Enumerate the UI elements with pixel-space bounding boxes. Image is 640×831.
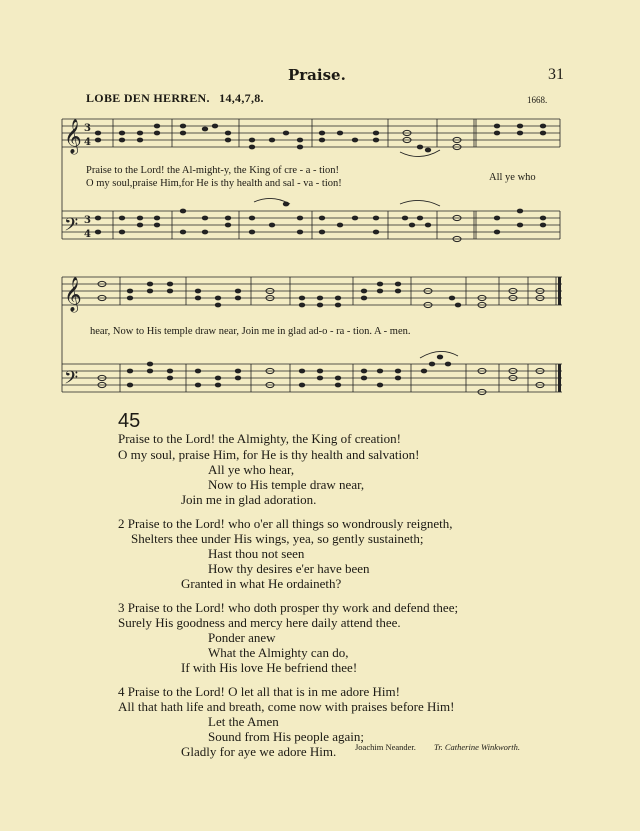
- verse-line: 3 Praise to the Lord! who doth prosper thy work and defend thee;: [118, 600, 459, 615]
- verse-line: Sound from His people again;: [208, 729, 364, 744]
- verse-line: All that hath life and breath, come now with praises before Him!: [118, 699, 455, 714]
- section-title: Praise.: [288, 66, 346, 84]
- verse-line: All ye who hear,: [208, 462, 295, 477]
- verse-line: Praise to the Lord! the Almighty, the King of creation!: [118, 431, 401, 446]
- author-credit: Joachim Neander.: [355, 742, 416, 752]
- system1-bass-staff: [62, 211, 560, 239]
- lyric-line-2: O my soul,praise Him,for He is thy health and sal - va - tion!: [86, 178, 342, 189]
- system1-treble-staff: [62, 119, 560, 147]
- bass-clef-icon: 𝄢: [64, 215, 79, 240]
- tune-meter: 14,4,7,8.: [219, 91, 264, 105]
- lyric-tail: All ye who: [489, 172, 536, 183]
- tune-year: 1668.: [527, 95, 548, 105]
- lyric-line-3: hear, Now to His temple draw near, Join me in glad ad-o - ra - tion. A - men.: [90, 326, 411, 337]
- svg-text:𝄢: 𝄢: [64, 368, 79, 393]
- hymn-number: 45: [118, 410, 141, 432]
- verse-line: Let the Amen: [208, 714, 279, 729]
- translator-credit: Tr. Catherine Winkworth.: [434, 742, 520, 752]
- verse-line: What the Almighty can do,: [208, 645, 349, 660]
- page-number: 31: [548, 66, 564, 83]
- verse-line: If with His love He befriend thee!: [181, 660, 358, 675]
- verse-line: Join me in glad adoration.: [181, 492, 317, 507]
- verse-line: Now to His temple draw near,: [208, 477, 365, 492]
- svg-text:4: 4: [84, 229, 91, 240]
- verse-line: 4 Praise to the Lord! O let all that is in me adore Him!: [118, 684, 400, 699]
- svg-text:4: 4: [84, 137, 91, 148]
- system2-treble-staff: [62, 277, 562, 305]
- svg-text:3: 3: [84, 215, 91, 226]
- verse-line: Hast thou not seen: [208, 546, 305, 561]
- verse-line: How thy desires e'er have been: [208, 561, 370, 576]
- verse-line: Granted in what He ordaineth?: [181, 576, 342, 591]
- verse-line: Ponder anew: [208, 630, 276, 645]
- tune-title: LOBE DEN HERREN.: [86, 91, 210, 105]
- svg-text:3: 3: [84, 123, 91, 134]
- verse-line: O my soul, praise Him, for He is thy health and salvation!: [118, 447, 420, 462]
- system2-bass-staff: [62, 364, 562, 392]
- verse-line: 2 Praise to the Lord! who o'er all things so wondrously reigneth,: [118, 516, 453, 531]
- verse-line: Gladly for aye we adore Him.: [181, 744, 337, 759]
- svg-text:𝄞: 𝄞: [64, 277, 82, 312]
- treble-clef-icon: 𝄞: [64, 119, 82, 154]
- lyric-line-1: Praise to the Lord! the Al-might-y, the King of cre - a - tion!: [86, 165, 339, 176]
- verse-line: Surely His goodness and mercy here daily attend thee.: [118, 615, 401, 630]
- verse-line: Shelters thee under His wings, yea, so gently sustaineth;: [131, 531, 424, 546]
